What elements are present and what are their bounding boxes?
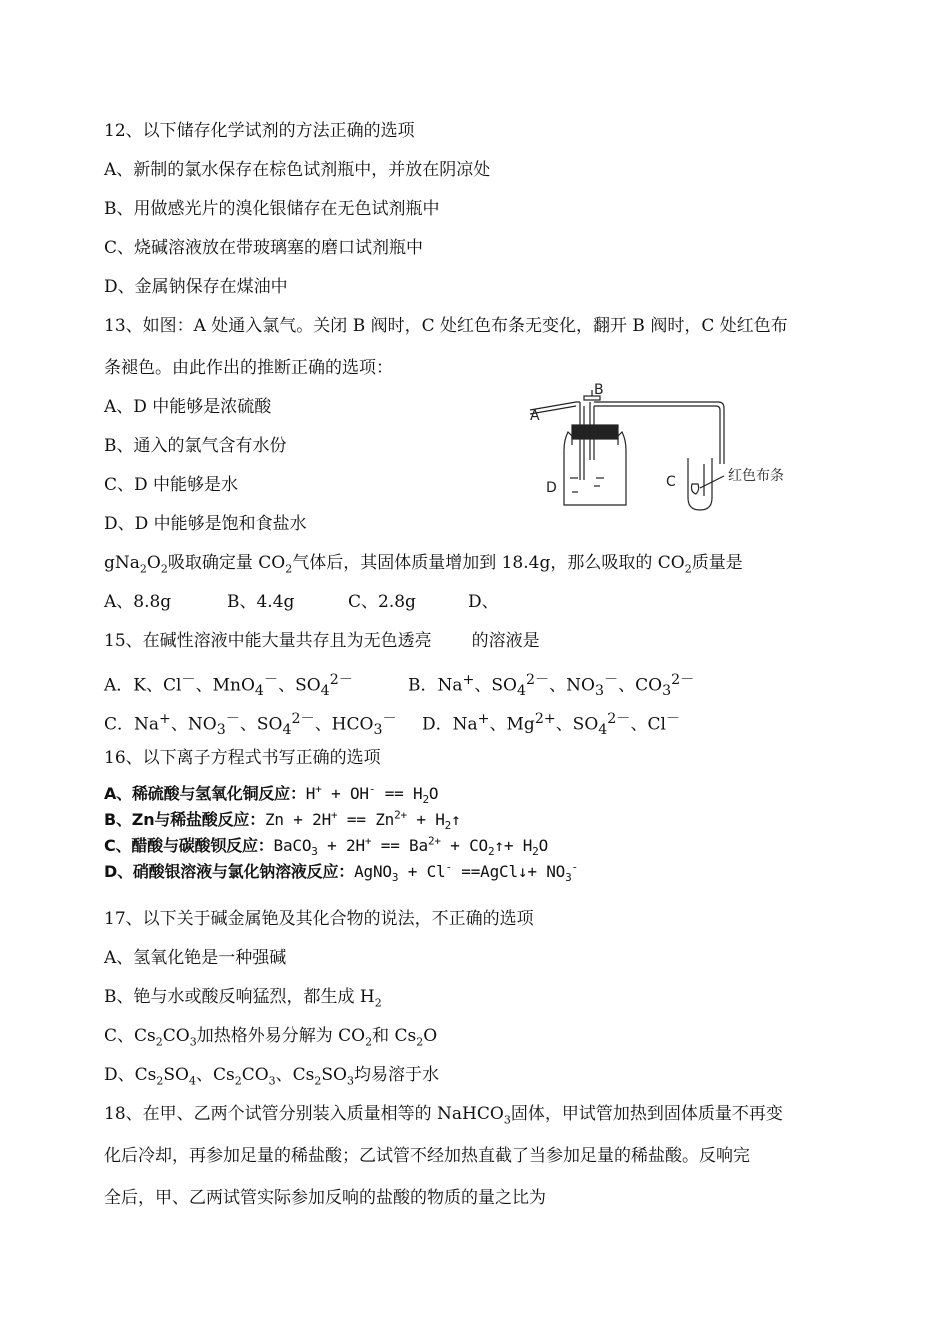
q16-option-b: B、Zn与稀盐酸反应：$Zn + 2H^+ == Zn^{2+}$ + $H_2↑$: [104, 808, 461, 833]
figure-strip-label: 红色布条: [728, 468, 784, 484]
gas-apparatus-figure: [528, 380, 808, 515]
q12-option-c: C、烧碱溶液放在带玻璃塞的磨口试剂瓶中: [104, 238, 424, 258]
q16-option-d: D、硝酸银溶液与氯化钠溶液反应：AgNO$_3$ + Cl- ==AgCl↓+ $NO_3^-$: [104, 860, 578, 885]
q18-stem-line1: 18、在甲、乙两个试管分别装入质量相等的 NaHCO$_3$固体，甲试管加热到固体质量不再变: [104, 1104, 783, 1127]
q12-option-a: A、新制的氯水保存在棕色试剂瓶中，并放在阴凉处: [104, 160, 491, 180]
q17-stem: 17、以下关于碱金属铯及其化合物的说法，不正确的选项: [104, 909, 534, 929]
figure-label-d: D: [546, 480, 557, 496]
q14-stem: $gNa_2O_2$吸取确定量 $CO_2$气体后，其固体质量增加到 18.4g，那么吸取的 $CO_2$质量是: [104, 553, 743, 576]
q13-option-a: A、D 中能够是浓硫酸: [104, 397, 272, 417]
figure-label-b: B: [594, 382, 604, 398]
q15-option-a: A．K、Cl－、MnO$_4$－、$SO_4^{2-}$: [104, 672, 353, 700]
q14-option-c: C、2.8g: [348, 592, 416, 612]
q14-option-b: B、4.4g: [227, 592, 295, 612]
figure-label-c: C: [666, 474, 676, 490]
q13-stem-line1: 13、如图：A 处通入氯气。关闭 B 阀时，C 处红色布条无变化，翻开 B 阀时，C 处红色布: [104, 316, 788, 336]
q14-option-a: A、8.8g: [104, 592, 172, 612]
q17-option-a: A、氢氧化铯是一种强碱: [104, 948, 287, 968]
q14-option-d: D、: [468, 592, 499, 612]
q12-stem: 12、以下储存化学试剂的方法正确的选项: [104, 121, 415, 141]
q16-option-c: C、醋酸与碳酸钡反应：BaCO$_3$ + $2H^+ == Ba^{2+}$ + $CO_2↑+ H_2O$: [104, 834, 549, 859]
q13-option-c: C、D 中能够是水: [104, 475, 239, 495]
q13-option-d: D、D 中能够是饱和食盐水: [104, 514, 307, 534]
q17-option-d: D、$Cs_2SO_4$、$Cs_2CO_3$、$Cs_2SO_3$均易溶于水: [104, 1065, 439, 1088]
q18-stem-line2: 化后冷却，再参加足量的稀盐酸；乙试管不经加热直截了当参加足量的稀盐酸。反响完: [104, 1146, 750, 1166]
q16-option-a: A、稀硫酸与氢氧化铜反应：$H^+ + OH^- == H_2O$: [104, 782, 439, 807]
q15-option-d: D．Na+、$Mg^{2+}$、$SO_4^{2-}$、Cl－: [422, 711, 681, 739]
q15-stem: 15、在碱性溶液中能大量共存且为无色透亮 的溶液是: [104, 631, 540, 651]
q18-stem-line3: 全后，甲、乙两试管实际参加反响的盐酸的物质的量之比为: [104, 1188, 546, 1208]
figure-label-a: A: [530, 408, 540, 424]
q13-option-b: B、通入的氯气含有水份: [104, 436, 287, 456]
q13-stem-line2: 条褪色。由此作出的推断正确的选项：: [104, 358, 393, 378]
q12-option-b: B、用做感光片的溴化银储存在无色试剂瓶中: [104, 199, 440, 219]
q17-option-c: C、$Cs_2CO_3$加热格外易分解为 $CO_2$和 $Cs_2O$: [104, 1026, 438, 1049]
q15-option-b: B．Na+、$SO_4^{2-}$、$NO_3^-$、$CO_3^{2-}$: [408, 672, 695, 700]
q12-option-d: D、金属钠保存在煤油中: [104, 277, 288, 297]
q16-stem: 16、以下离子方程式书写正确的选项: [104, 748, 381, 768]
q17-option-b: B、铯与水或酸反响猛烈，都生成 $H_2$: [104, 987, 382, 1010]
q15-option-c: C．Na+、$NO_3^-$、$SO_4^{2-}$、$HCO_3^-$: [104, 711, 397, 739]
